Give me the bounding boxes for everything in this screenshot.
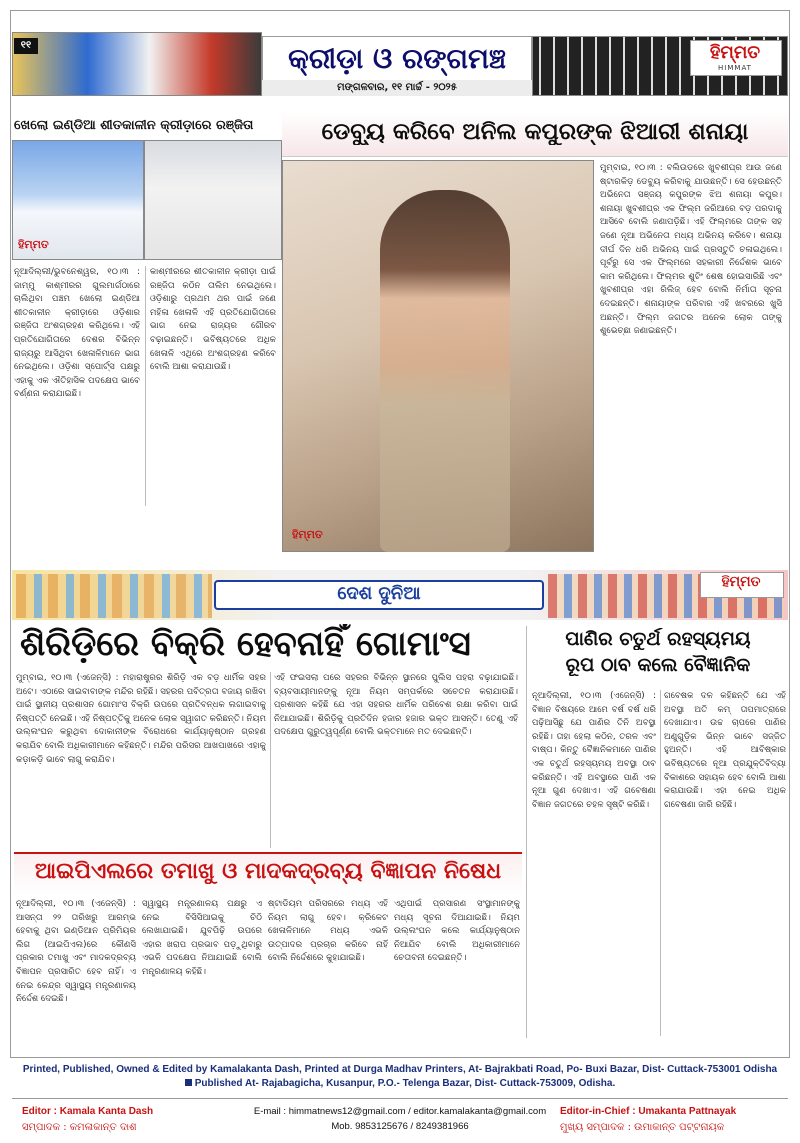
shanaya-photo-credit: ହିମ୍ମତ (292, 528, 323, 541)
water-column-1 (532, 690, 656, 1036)
footer-editor-odia: ସମ୍ପାଦକ : କମଳାକାନ୍ତ ଦାଶ (22, 1122, 137, 1133)
ipl-headline: ଆଇପିଏଲରେ ତମାଖୁ ଓ ମାଦକଦ୍ରବ୍ୟ ବିଜ୍ଞାପନ ନିଷେଧ (34, 858, 502, 884)
ski-photo-credit: ହିମ୍ମତ (18, 238, 49, 251)
footer-square-icon (185, 1079, 192, 1086)
banner-title: ଦେଶ ଦୁନିଆ (337, 583, 421, 604)
footer-printed-by: Printed, Published, Owned & Edited by Kamalakanta Dash, Printed at Durga Madhav Printers, At- Bajrakbati Road, Po- Buxi Bazar, Dist- Cuttack-753001 Odisha (22, 1064, 778, 1075)
ipl-column-2 (142, 898, 262, 1038)
footer-editor-in-chief-odia: ମୁଖ୍ୟ ସମ୍ପାଦକ : ଉମାକାନ୍ତ ପଟ୍ଟନାୟକ (560, 1122, 725, 1133)
water-left-divider (526, 626, 527, 1038)
ipl-column-3-text: ଷ୍ଟାଡିୟମ ପରିସରରେ ମଧ୍ୟ ଏହି ନିୟମ ଲାଗୁ ହେବ। କ୍ରିକେଟ ଖେଳାଳିମାନେ ମଧ୍ୟ ଏଭଳି ଉତ୍ପାଦର ପ୍ରଚାର କରିବେ ନାହିଁ ବୋଲି ନିର୍ଦ୍ଦେଶରେ କୁହାଯାଇଛି। (268, 899, 388, 964)
header-date: ମଙ୍ଗଳବାର, ୧୧ ମାର୍ଚ୍ଚ - ୨୦୨୫ (262, 80, 532, 96)
footer-editor-in-chief: Editor-in-Chief : Umakanta Pattnayak (560, 1106, 737, 1117)
ski-column-1 (14, 266, 140, 506)
shanaya-photo-figure (380, 190, 510, 552)
beef-column-2 (274, 672, 518, 848)
header-left-photo-strip (12, 32, 262, 96)
ski-headline: ଖେଲୋ ଇଣ୍ଡିଆ ଶୀତକାଳୀନ କ୍ରୀଡ଼ାରେ ରଞ୍ଜିତା (14, 118, 254, 133)
ipl-column-1-text: ନୂଆଦିଲ୍ଲୀ, ୧୦।୩ (ଏଜେନ୍ସି) : ଆସନ୍ତା ୨୨ ତାରିଖରୁ ଆରମ୍ଭ ହେବାକୁ ଥିବା ଇଣ୍ଡିଆନ ପ୍ରିମିୟର ଲିଗ (ଆଇପିଏଲ)ରେ କୌଣସି ପ୍ରକାର ତମାଖୁ ଏବଂ ମାଦକଦ୍ରବ୍ୟ ବିଜ୍ଞାପନ ପ୍ରସାରିତ ହେବ ନାହିଁ। ଏ ନେଇ କେନ୍ଦ୍ର ସ୍ୱାସ୍ଥ୍ୟ ମନ୍ତ୍ରଣାଳୟ ନିର୍ଦ୍ଦେଶ ଦେଇଛି। (16, 899, 136, 1005)
ipl-column-2-text: ସ୍ୱାସ୍ଥ୍ୟ ମନ୍ତ୍ରଣାଳୟ ପକ୍ଷରୁ ଏ ନେଇ ବିସିସିଆଇକୁ ଚିଠି ଲେଖାଯାଇଛି। ଯୁବପିଢ଼ି ଉପରେ ଏହାର ଖରାପ ପ୍ରଭାବ ପଡ଼ୁଥିବାରୁ ଏଭଳି ପଦକ୍ଷେପ ନିଆଯାଇଛି ବୋଲି ମନ୍ତ୍ରଣାଳୟ କହିଛି। (142, 899, 262, 977)
footer-divider (12, 1098, 788, 1099)
footer-email: E-mail : himmatnews12@gmail.com / editor.kamalakanta@gmail.com (253, 1106, 547, 1117)
shanaya-body (600, 162, 782, 572)
beef-column-2-text: ଏହି ଫଇସଲା ପରେ ସହରର ବିଭିନ୍ନ ସ୍ଥାନରେ ପୁଲିସ ପହରା ବଢ଼ାଯାଇଛି। ବ୍ୟବସାୟୀମାନଙ୍କୁ ନୂଆ ନିୟମ ସମ୍ପର୍କରେ ସଚେତନ କରାଯାଉଛି। ପ୍ରଶାସନ କହିଛି ଯେ ଏହା ସହରର ଧାର୍ମିକ ପରିବେଶ ରକ୍ଷା କରିବା ପାଇଁ ନିଆଯାଇଛି। ଶିରିଡ଼ିକୁ ପ୍ରତିଦିନ ହଜାର ହଜାର ଭକ୍ତ ଆସନ୍ତି। ତେଣୁ ଏହି ପଦକ୍ଷେପ ଗୁରୁତ୍ୱପୂର୍ଣ୍ଣ ବୋଲି ଭକ୍ତମାନେ ମତ ଦେଇଛନ୍ତି। (274, 673, 518, 738)
ipl-column-4 (394, 898, 520, 1038)
footer-published-at (12, 1078, 788, 1089)
footer-published-at-text: Published At- Rajabagicha, Kusanpur, P.O.- Telenga Bazar, Dist- Cuttack-753009, Odisha. (194, 1078, 616, 1089)
header-logo: ହିମ୍ମତ (709, 42, 761, 63)
shanaya-body-text: ମୁମ୍ବାଇ, ୧୦।୩ : ବଲିଉଡରେ ଖୁବଶୀଘ୍ର ଆଉ ଜଣେ ଷ୍ଟାରକିଡ଼ ଡେବ୍ୟୁ କରିବାକୁ ଯାଉଛନ୍ତି। ସେ ହେଉଛନ୍ତି ଅଭିନେତା ସଞ୍ଜୟ କପୁରଙ୍କ ଝିଅ ଶନାୟା କପୁର। ଶନାୟା ଖୁବଶୀଘ୍ର ଏକ ଫିଲ୍ମ ଜରିଆରେ ବଡ଼ ପରଦାକୁ ଆସିବେ ବୋଲି ଜଣାପଡ଼ିଛି। ଏହି ଫିଲ୍ମରେ ତାଙ୍କ ସହ ଜଣେ ନୂଆ ଅଭିନେତା ମଧ୍ୟ ଅଭିନୟ କରିବେ। ଶନାୟା ଦୀର୍ଘ ଦିନ ଧରି ଅଭିନୟ ପାଇଁ ପ୍ରସ୍ତୁତି ଚଳାଇଥିଲେ। ପୂର୍ବରୁ ସେ ଏକ ଫିଲ୍ମରେ ସହକାରୀ ନିର୍ଦ୍ଦେଶକ ଭାବେ କାମ କରିଥିଲେ। ଫିଲ୍ମର ଶୁଟିଂ ଶେଷ ହୋଇସାରିଛି ଏବଂ ଖୁବଶୀଘ୍ର ଏହା ରିଲିଜ୍ ହେବ ବୋଲି ନିର୍ମାତା ସୂଚନା ଦେଇଛନ୍ତି। ଶନାୟାଙ୍କ ପରିବାର ଏହି ଖବରରେ ଖୁସି ଅଛନ୍ତି। ଫିଲ୍ମ ଜଗତର ଅନେକ ଲୋକ ତାଙ୍କୁ ଶୁଭେଚ୍ଛା ଜଣାଇଛନ୍ତି। (600, 163, 782, 337)
header-logo-sub: HIMMAT (718, 64, 752, 72)
water-headline-line2: ରୂପ ଠାବ କଲେ ବୈଜ୍ଞାନିକ (565, 654, 751, 676)
water-headline-line1: ପାଣିର ଚତୁର୍ଥ ରହସ୍ୟମୟ (565, 628, 751, 650)
footer-editor: Editor : Kamala Kanta Dash (22, 1106, 154, 1117)
water-column-2-text: ଗବେଷକ ଦଳ କହିଛନ୍ତି ଯେ ଏହି ଅବସ୍ଥା ଅତି କମ୍ ତାପମାତ୍ରାରେ ଦେଖାଯାଏ। ଉଚ୍ଚ ଚାପରେ ପାଣିର ଅଣୁଗୁଡ଼ିକ ଭିନ୍ନ ଭାବେ ସଜ୍ଜିତ ହୁଅନ୍ତି। ଏହି ଆବିଷ୍କାର ଭବିଷ୍ୟତରେ ନୂଆ ପ୍ରଯୁକ୍ତିବିଦ୍ୟା ବିକାଶରେ ସହାୟକ ହେବ ବୋଲି ଆଶା କରାଯାଉଛି। ଏହା ନେଇ ଅଧିକ ଗବେଷଣା ଜାରି ରହିଛି। (664, 691, 786, 810)
beef-column-1 (16, 672, 266, 848)
water-column-2 (664, 690, 786, 1036)
ski-column-2-text: କାଶ୍ମୀରରେ ଶୀତକାଳୀନ କ୍ରୀଡ଼ା ପାଇଁ ରଞ୍ଜିତା କଠିନ ତାଲିମ ନେଇଥିଲେ। ଓଡ଼ିଶାରୁ ପ୍ରଥମ ଥର ପାଇଁ ଜଣେ ମହିଳା ଖେଳାଳି ଏହି ପ୍ରତିଯୋଗିତାରେ ଭାଗ ନେଇ ରାଜ୍ୟର ଗୌରବ ବଢ଼ାଇଛନ୍ତି। ଭବିଷ୍ୟତରେ ଅଧିକ ଖେଳାଳି ଏଥିରେ ଅଂଶଗ୍ରହଣ କରିବେ ବୋଲି ଆଶା କରାଯାଉଛି। (150, 267, 276, 373)
beef-headline: ଶିରିଡ଼ିରେ ବିକ୍ରି ହେବନାହିଁ ଗୋମାଂସ (20, 624, 471, 664)
ski-column-divider (145, 266, 146, 506)
section-title: କ୍ରୀଡ଼ା ଓ ରଙ୍ଗମଞ୍ଚ (288, 42, 506, 75)
shanaya-headline: ଡେବ୍ୟୁ କରିବେ ଅନିଲ କପୁରଙ୍କ ଝିଆରୀ ଶନାୟା (321, 118, 749, 145)
ski-column-2 (150, 266, 276, 506)
ski-column-1-text: ନୂଆଦିଲ୍ଲୀ/ଭୁବନେଶ୍ୱର, ୧୦।୩ : ଜାମ୍ମୁ କାଶ୍ମୀରର ଗୁଲମାର୍ଗଠାରେ ଚାଲିଥିବା ପଞ୍ଚମ ଖେଲୋ ଇଣ୍ଡିଆ ଶୀତକାଳୀନ କ୍ରୀଡ଼ାରେ ଓଡ଼ିଶାର ରଞ୍ଜିତା ଅଂଶଗ୍ରହଣ କରିଥିଲେ। ଏହି ପ୍ରତିଯୋଗିତାରେ ଦେଶର ବିଭିନ୍ନ ରାଜ୍ୟରୁ ଆସିଥିବା ଖେଳାଳିମାନେ ଭାଗ ନେଇଥିଲେ। ଓଡ଼ିଶା ସ୍ପୋର୍ଟ୍ସ ପକ୍ଷରୁ ଏହାକୁ ଏକ ଐତିହାସିକ ପଦକ୍ଷେପ ଭାବେ ବର୍ଣ୍ଣନା କରାଯାଇଛି। (14, 267, 140, 400)
header-left-corner: ୧୧ (14, 38, 38, 54)
banner-logo: ହିମ୍ମତ (721, 574, 761, 590)
beef-column-1-text: ମୁମ୍ବାଇ, ୧୦।୩ (ଏଜେନ୍ସି) : ମହାରାଷ୍ଟ୍ରର ଶିରିଡ଼ି ଏକ ବଡ଼ ଧାର୍ମିକ ସହର ଅଟେ। ଏଠାରେ ସାଇବାବାଙ୍କ ମନ୍ଦିର ରହିଛି। ସହରର ପବିତ୍ରତା ବଜାୟ ରଖିବା ପାଇଁ ସ୍ଥାନୀୟ ପ୍ରଶାସନ ଗୋମାଂସ ବିକ୍ରି ଉପରେ ପ୍ରତିବନ୍ଧକ ଲଗାଇବାକୁ ନିଷ୍ପତ୍ତି ନେଇଛି। ଏହି ନିଷ୍ପତ୍ତିକୁ ଅନେକ ଲୋକ ସ୍ୱାଗତ କରିଛନ୍ତି। ନିୟମ ଉଲ୍ଲଂଘନ କରୁଥିବା ଦୋକାନୀଙ୍କ ବିରୋଧରେ କାର୍ଯ୍ୟାନୁଷ୍ଠାନ ଗ୍ରହଣ କରାଯିବ ବୋଲି ଅଧିକାରୀମାନେ କହିଛନ୍ତି। ମନ୍ଦିର ପରିସର ଆଖପାଖରେ ଏହାକୁ କଡ଼ାକଡ଼ି ଭାବେ ଲାଗୁ କରାଯିବ। (16, 673, 266, 765)
ipl-column-1 (16, 898, 136, 1038)
ipl-column-4-text: ଏଥିପାଇଁ ପ୍ରସାରଣ ସଂସ୍ଥାମାନଙ୍କୁ ମଧ୍ୟ ସୂଚନା ଦିଆଯାଇଛି। ନିୟମ ଉଲ୍ଲଂଘନ କଲେ କାର୍ଯ୍ୟାନୁଷ୍ଠାନ ନିଆଯିବ ବୋଲି ଅଧିକାରୀମାନେ ଚେତାବନୀ ଦେଇଛନ୍ତି। (394, 899, 520, 964)
ipl-column-3 (268, 898, 388, 1038)
banner-left-skyline (16, 574, 212, 618)
footer-mobile: Mob. 9853125676 / 8249381966 (331, 1121, 469, 1132)
water-column-divider (660, 690, 661, 1036)
water-column-1-text: ନୂଆଦିଲ୍ଲୀ, ୧୦।୩ (ଏଜେନ୍ସି) : ବିଜ୍ଞାନ ବିଷୟରେ ଆମେ ବର୍ଷ ବର୍ଷ ଧରି ପଢ଼ିଆସିଛୁ ଯେ ପାଣିର ତିନି ଅବସ୍ଥା ରହିଛି। ତାହା ହେଲା କଠିନ, ତରଳ ଏବଂ ବାଷ୍ପ। କିନ୍ତୁ ବୈଜ୍ଞାନିକମାନେ ପାଣିର ଏକ ଚତୁର୍ଥ ରହସ୍ୟମୟ ଅବସ୍ଥା ଠାବ କରିଛନ୍ତି। ଏହି ଅବସ୍ଥାରେ ପାଣି ଏକ ନୂଆ ଗୁଣ ଦେଖାଏ। ଏହି ଗବେଷଣା ବିଜ୍ଞାନ ଜଗତରେ ଚହଳ ସୃଷ୍ଟି କରିଛି। (532, 691, 656, 810)
beef-column-divider (270, 672, 271, 848)
ski-photo-mascot (144, 140, 282, 260)
